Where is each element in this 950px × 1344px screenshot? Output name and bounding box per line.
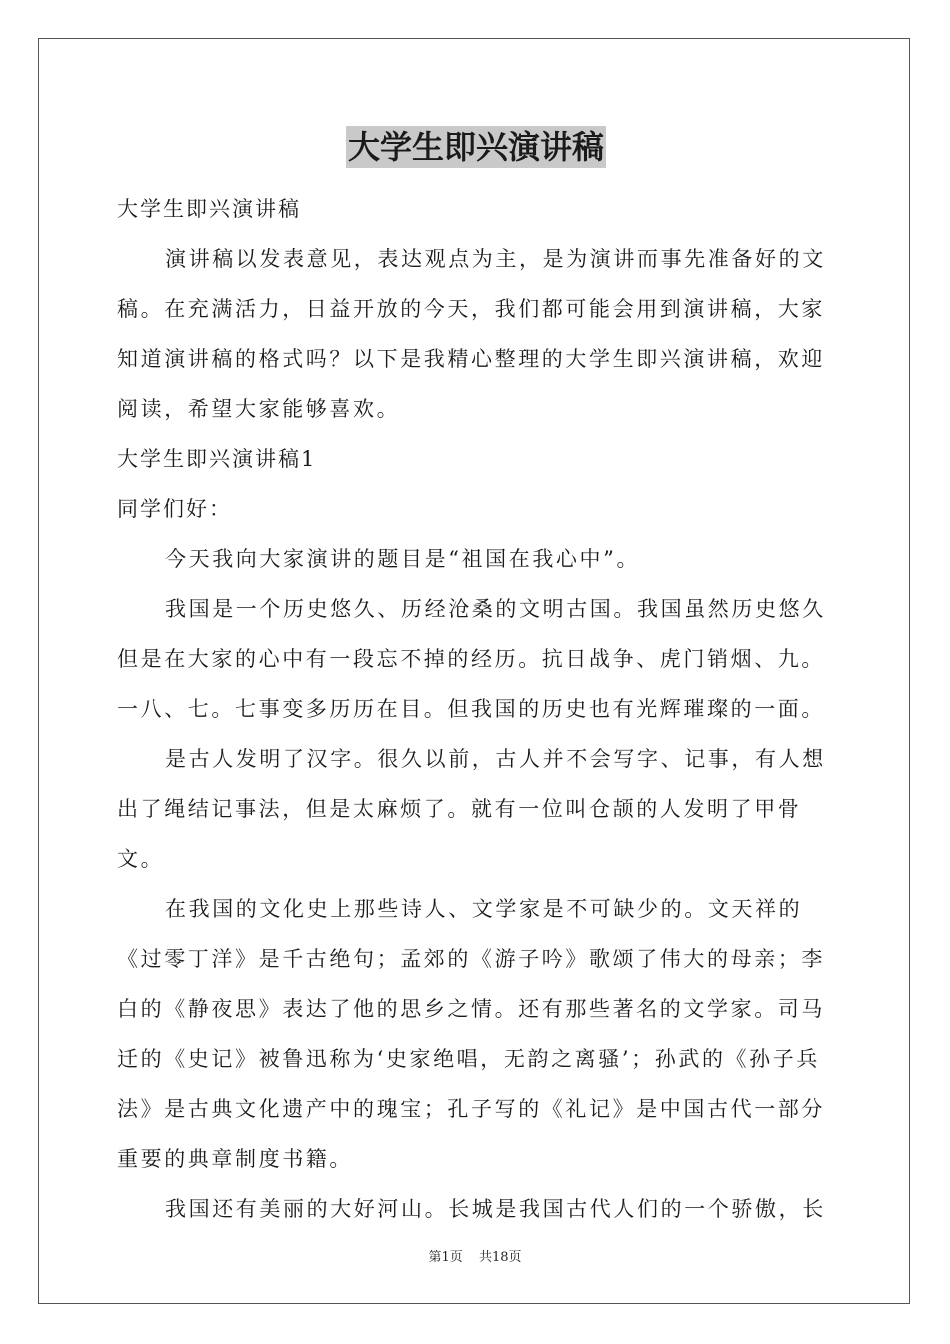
body-paragraph: 今天我向大家演讲的题目是“祖国在我心中”。 — [165, 547, 641, 571]
page-total: 共18页 — [478, 1250, 522, 1265]
title-wrap — [117, 126, 835, 170]
body-paragraph: 是古人发明了汉字。很久以前，古人并不会写字、记事，有人想出了绳结记事法，但是太麻烦了。就有一位叫仓颉的人发明了甲骨文。 — [117, 747, 826, 871]
section-heading: 大学生即兴演讲稿1 — [117, 447, 317, 471]
intro-paragraph: 演讲稿以发表意见，表达观点为主，是为演讲而事先准备好的文稿。在充满活力，日益开放的今天，我们都可能会用到演讲稿，大家知道演讲稿的格式吗？以下是我精心整理的大学生即兴演讲稿，欢迎阅读，希望大家能够喜欢。 — [117, 247, 826, 421]
greeting: 同学们好： — [117, 497, 232, 521]
body-paragraph: 我国还有美丽的大好河山。长城是我国古代人们的一个骄傲，长 — [165, 1197, 826, 1221]
document-subtitle: 大学生即兴演讲稿 — [117, 197, 301, 221]
document-title: 大学生即兴演讲稿 — [347, 128, 604, 166]
body-paragraph: 我国是一个历史悠久、历经沧桑的文明古国。我国虽然历史悠久但是在大家的心中有一段忘不掉的经历。抗日战争、虎门销烟、九。一八、七。七事变多历历在目。但我国的历史也有光辉璀璨的一面。 — [117, 597, 826, 721]
page-footer — [0, 1246, 950, 1265]
page-number: 第1页 — [428, 1250, 463, 1265]
body-paragraph: 在我国的文化史上那些诗人、文学家是不可缺少的。文天祥的《过零丁洋》是千古绝句；孟郊的《游子吟》歌颂了伟大的母亲；李白的《静夜思》表达了他的思乡之情。还有那些著名的文学家。司马迁的《史记》被鲁迅称为‘史家绝唱，无韵之离骚’；孙武的《孙子兵法》是古典文化遗产中的瑰宝；孔子写的《礼记》是中国古代一部分重要的典章制度书籍。 — [117, 897, 825, 1171]
document-body — [117, 126, 835, 1234]
